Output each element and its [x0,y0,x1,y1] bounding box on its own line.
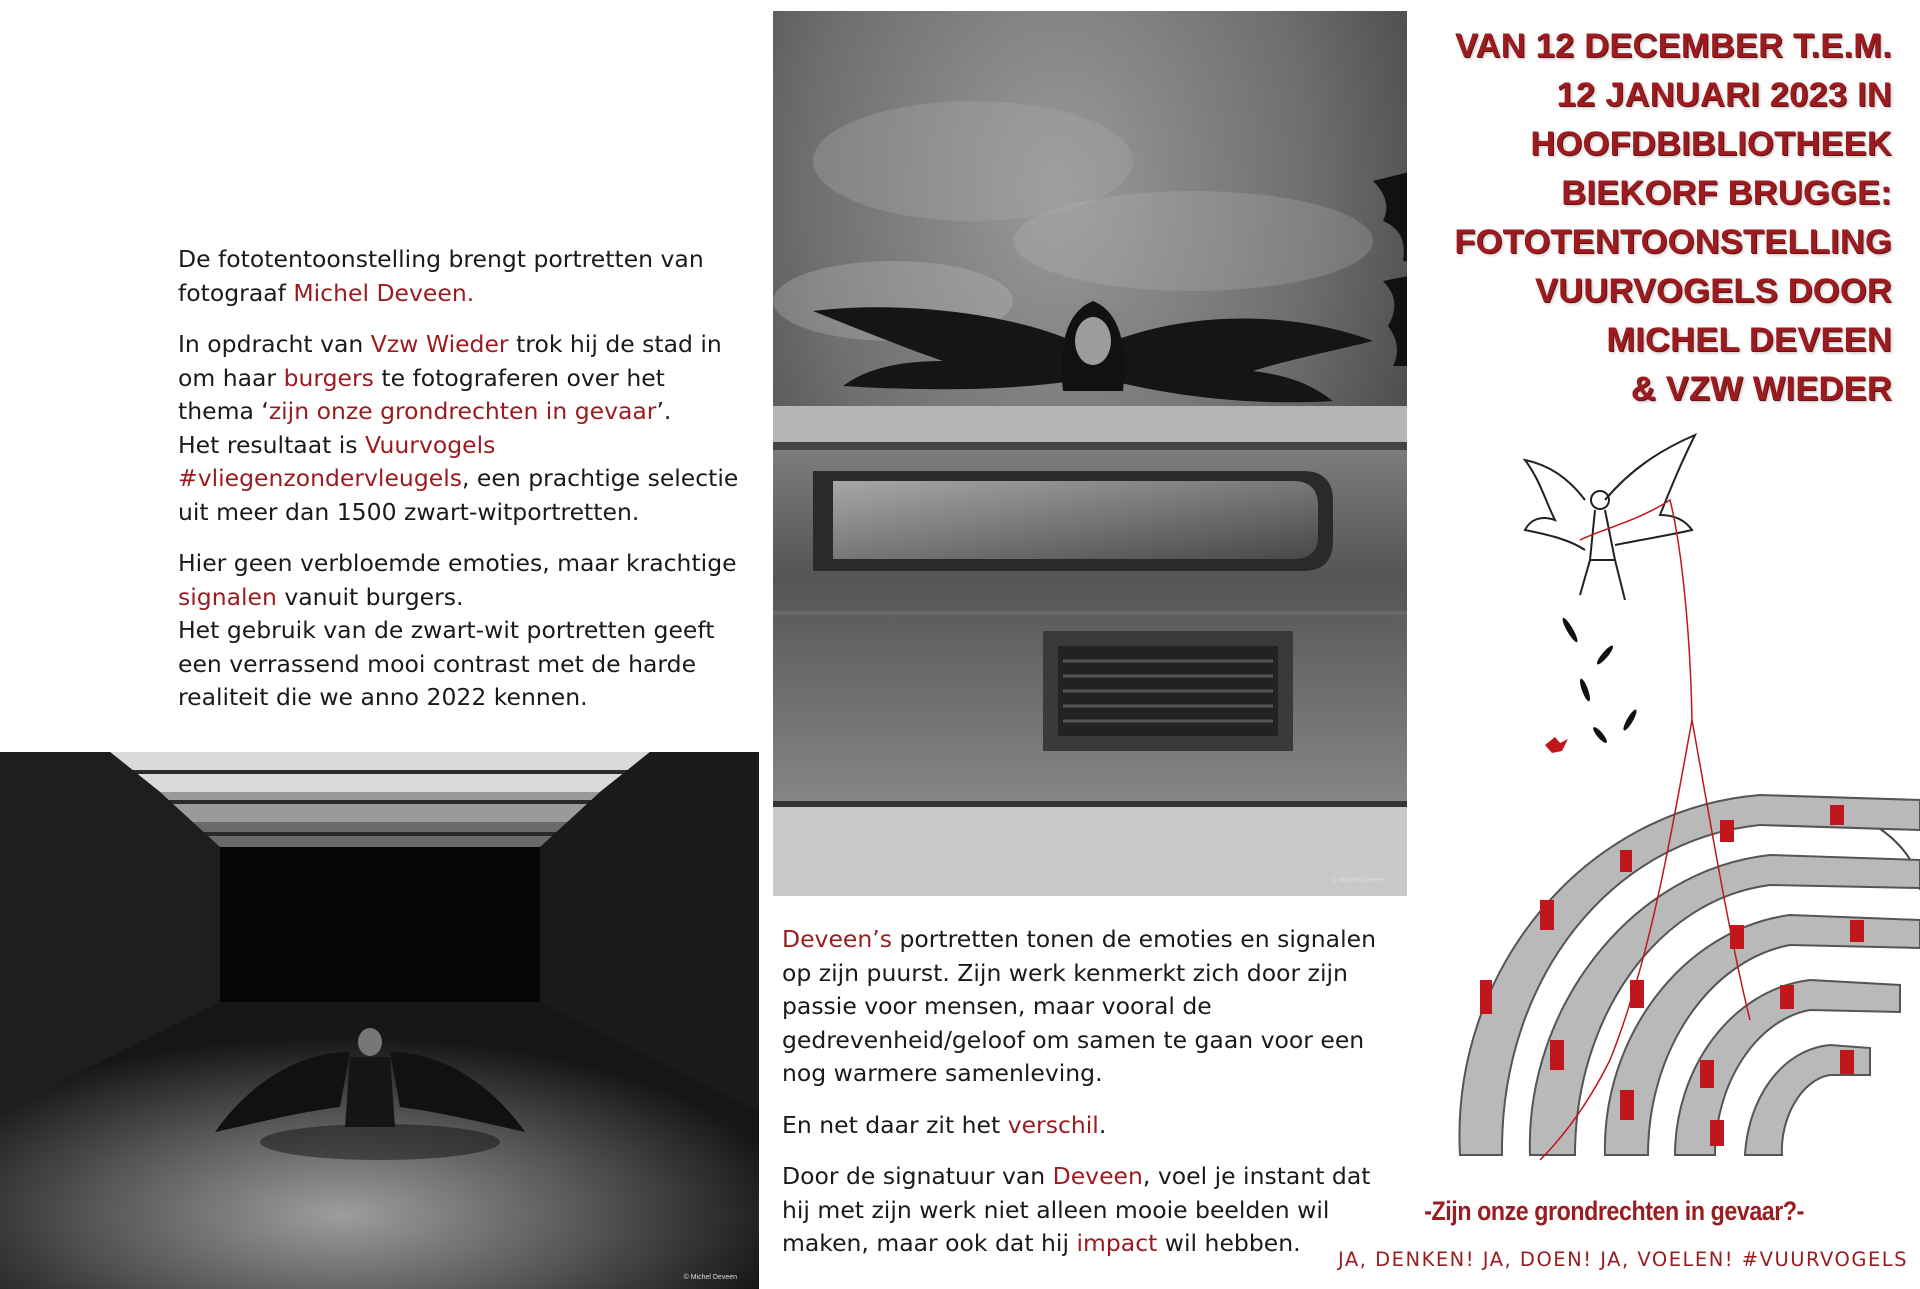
heading-line: & VZW WIEDER [1630,370,1892,408]
intro-paragraph-2: In opdracht van Vzw Wieder trok hij de stad in om haar burgers te fotograferen over het thema ‘zijn onze grondrechten in gevaar’. Het resultaat is Vuurvogels #vliegenzondervleugels, een prachtige selectie uit meer dan 1500 zwart-witportretten. [178,330,739,526]
photographer-name: Michel Deveen. [293,278,475,307]
intro-paragraph-1: De fototentoonstelling brengt portretten van fotograaf Michel Deveen. [178,245,704,307]
heading-line: MICHEL DEVEEN [1606,321,1892,359]
photo-credit: © Michel Deveen [1331,877,1385,884]
exhibition-title: Vuurvogels #vliegenzondervleugels [178,430,496,492]
org-name: Vzw Wieder [370,330,509,358]
body-paragraph-3: Door de signatuur van Deveen, voel je instant dat hij met zijn werk niet alleen mooie beelden wil maken, maar ook dat hij impact wil hebben. [782,1162,1371,1257]
body-paragraph-1: Deveen’s portretten tonen de emoties en signalen op zijn puurst. Zijn werk kenmerkt zich door zijn passie voor mensen, maar vooral de gedrevenheid/geloof om samen te gaan voor een nog warmere samenleving. [782,925,1376,1087]
heading-line: VAN 12 DECEMBER T.E.M. [1455,27,1892,65]
body-paragraph-2: En net daar zit het verschil. [782,1110,1107,1139]
photo-winged-woman-caravan [773,11,1407,896]
photo-credit: © Michel Deveen [683,1274,737,1281]
exhibition-heading [1410,22,1892,414]
intro-paragraph-3: Hier geen verbloemde emoties, maar krachtige signalen vanuit burgers. Het gebruik van de zwart-wit portretten geeft een verrassend mooi contrast met de harde realiteit die we anno 2022 kennen. [178,549,737,711]
heading-line: HOOFDBIBLIOTHEEK [1530,125,1892,163]
heading-line: FOTOTENTOONSTELLING [1454,223,1892,261]
photo-winged-woman-warehouse [0,752,759,1289]
heading-line: BIEKORF BRUGGE: [1561,174,1892,212]
poster-slogan: JA, DENKEN! JA, DOEN! JA, VOELEN! #VUURVOGELS [1338,1248,1909,1271]
theme-text: zijn onze grondrechten in gevaar [268,397,657,425]
labyrinth-illustration [1430,420,1920,1160]
poster-question: -Zijn onze grondrechten in gevaar?- [1424,1196,1804,1226]
heading-line: VUURVOGELS DOOR [1535,272,1892,310]
intro-text [178,243,748,733]
heading-line: 12 JANUARI 2023 IN [1556,76,1892,114]
body-text [782,923,1382,1279]
